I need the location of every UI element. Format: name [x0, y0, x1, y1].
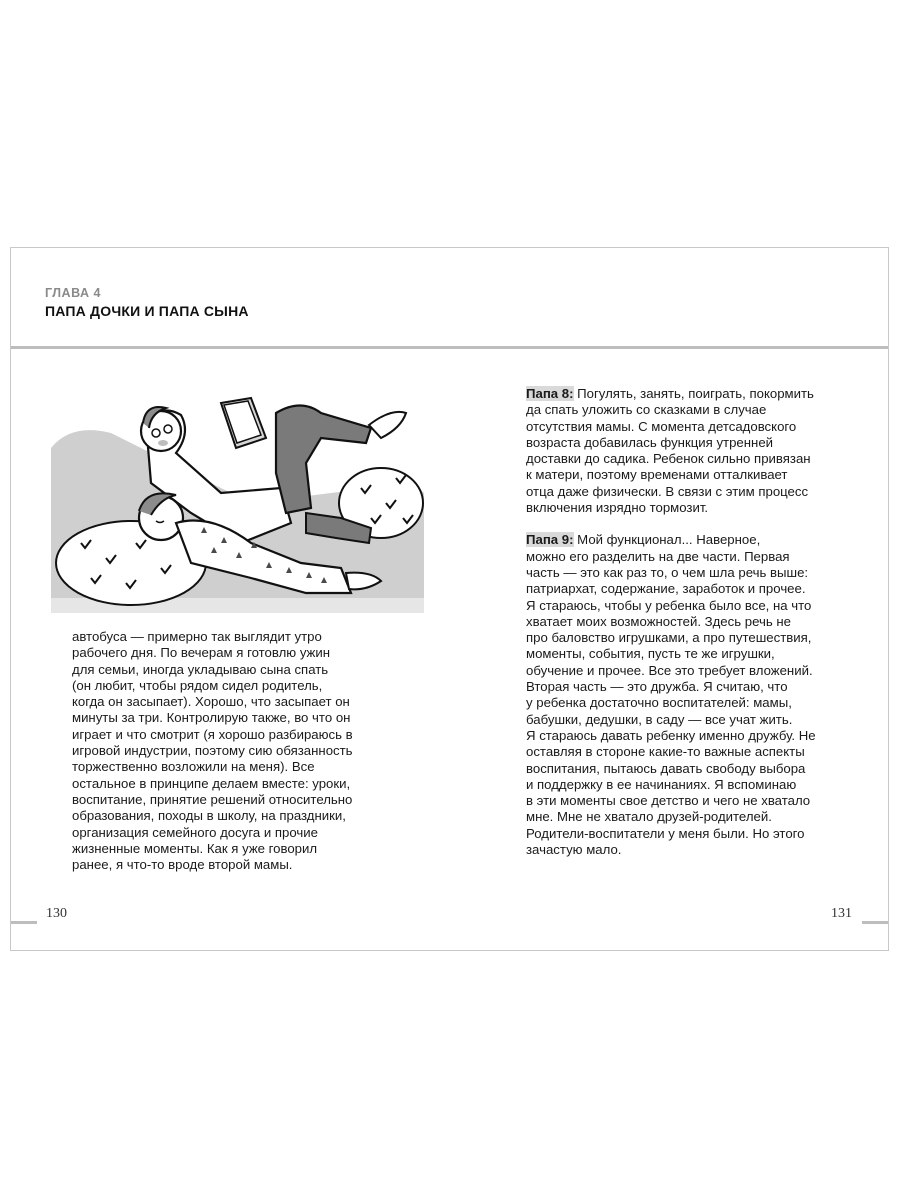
quote-paragraph-papa-9	[526, 532, 856, 858]
chapter-title: ПАПА ДОЧКИ И ПАПА СЫНА	[45, 303, 249, 319]
page-number-left: 130	[46, 906, 67, 921]
footer-bar-right	[862, 921, 888, 924]
speaker-label: Папа 8:	[526, 386, 574, 401]
header-divider	[11, 346, 888, 349]
footer-bar-left	[11, 921, 37, 924]
book-spread	[10, 247, 889, 951]
quote-text: Мой функционал... Наверное, можно его разделить на две части. Первая часть — это как раз то, о чем шла речь выше: патриархат, содержание, заработок и прочее. Я стараюсь, чтобы у ребенка было все, на что хватает моих возможностей. Здесь речь не про баловство игрушками, а про путешествия, моменты, события, пусть те же игрушки, обучение и прочее. Все это требует вложений. Вторая часть — это дружба. Я считаю, что у ребенка достаточно воспитателей: мамы, бабушки, дедушки, в саду — все учат жить. Я стараюсь давать ребенку именно дружбу. Не оставляя в стороне какие-то важные аспекты воспитания, пытаюсь давать свободу выбора и поддержку в ее начинаниях. Я вспоминаю в эти моменты свое детство и чего не хватало мне. Мне не хватало друзей-родителей. Родители-воспитатели у меня были. Но этого зачастую мало.	[526, 532, 816, 858]
father-son-illustration	[51, 393, 424, 613]
speaker-label: Папа 9:	[526, 532, 574, 548]
quote-paragraph-papa-8	[526, 386, 856, 516]
chapter-label: ГЛАВА 4	[45, 286, 101, 300]
page-number-right: 131	[831, 906, 852, 921]
chapter-header	[11, 248, 888, 346]
right-page-column	[526, 386, 856, 874]
left-page-body-text: автобуса — примерно так выглядит утро рабочего дня. По вечерам я готовлю ужин для семьи, иногда укладываю сына спать (он любит, чтобы рядом сидел родитель, когда он засыпает). Хорошо, что засыпает он минуты за три. Контролирую также, во что он играет и что смотрит (я хорошо разбираюсь в игровой индустрии, поэтому сию обязанность торжественно возложили на меня). Все остальное в принципе делаем вместе: уроки, воспитание, принятие решений относительно образования, походы в школу, на праздники, организация семейного досуга и прочие жизненные моменты. Как я уже говорил ранее, я что-то вроде второй мамы.	[72, 629, 353, 873]
quote-text: Погулять, занять, поиграть, покормить да спать уложить со сказками в случае отсутствия мамы. С момента детсадовского возраста добавилась функция утренней доставки до садика. Ребенок сильно привязан к матери, поэтому временами отталкивает отца даже физически. В связи с этим процесс включения изрядно тормозит.	[526, 386, 814, 516]
